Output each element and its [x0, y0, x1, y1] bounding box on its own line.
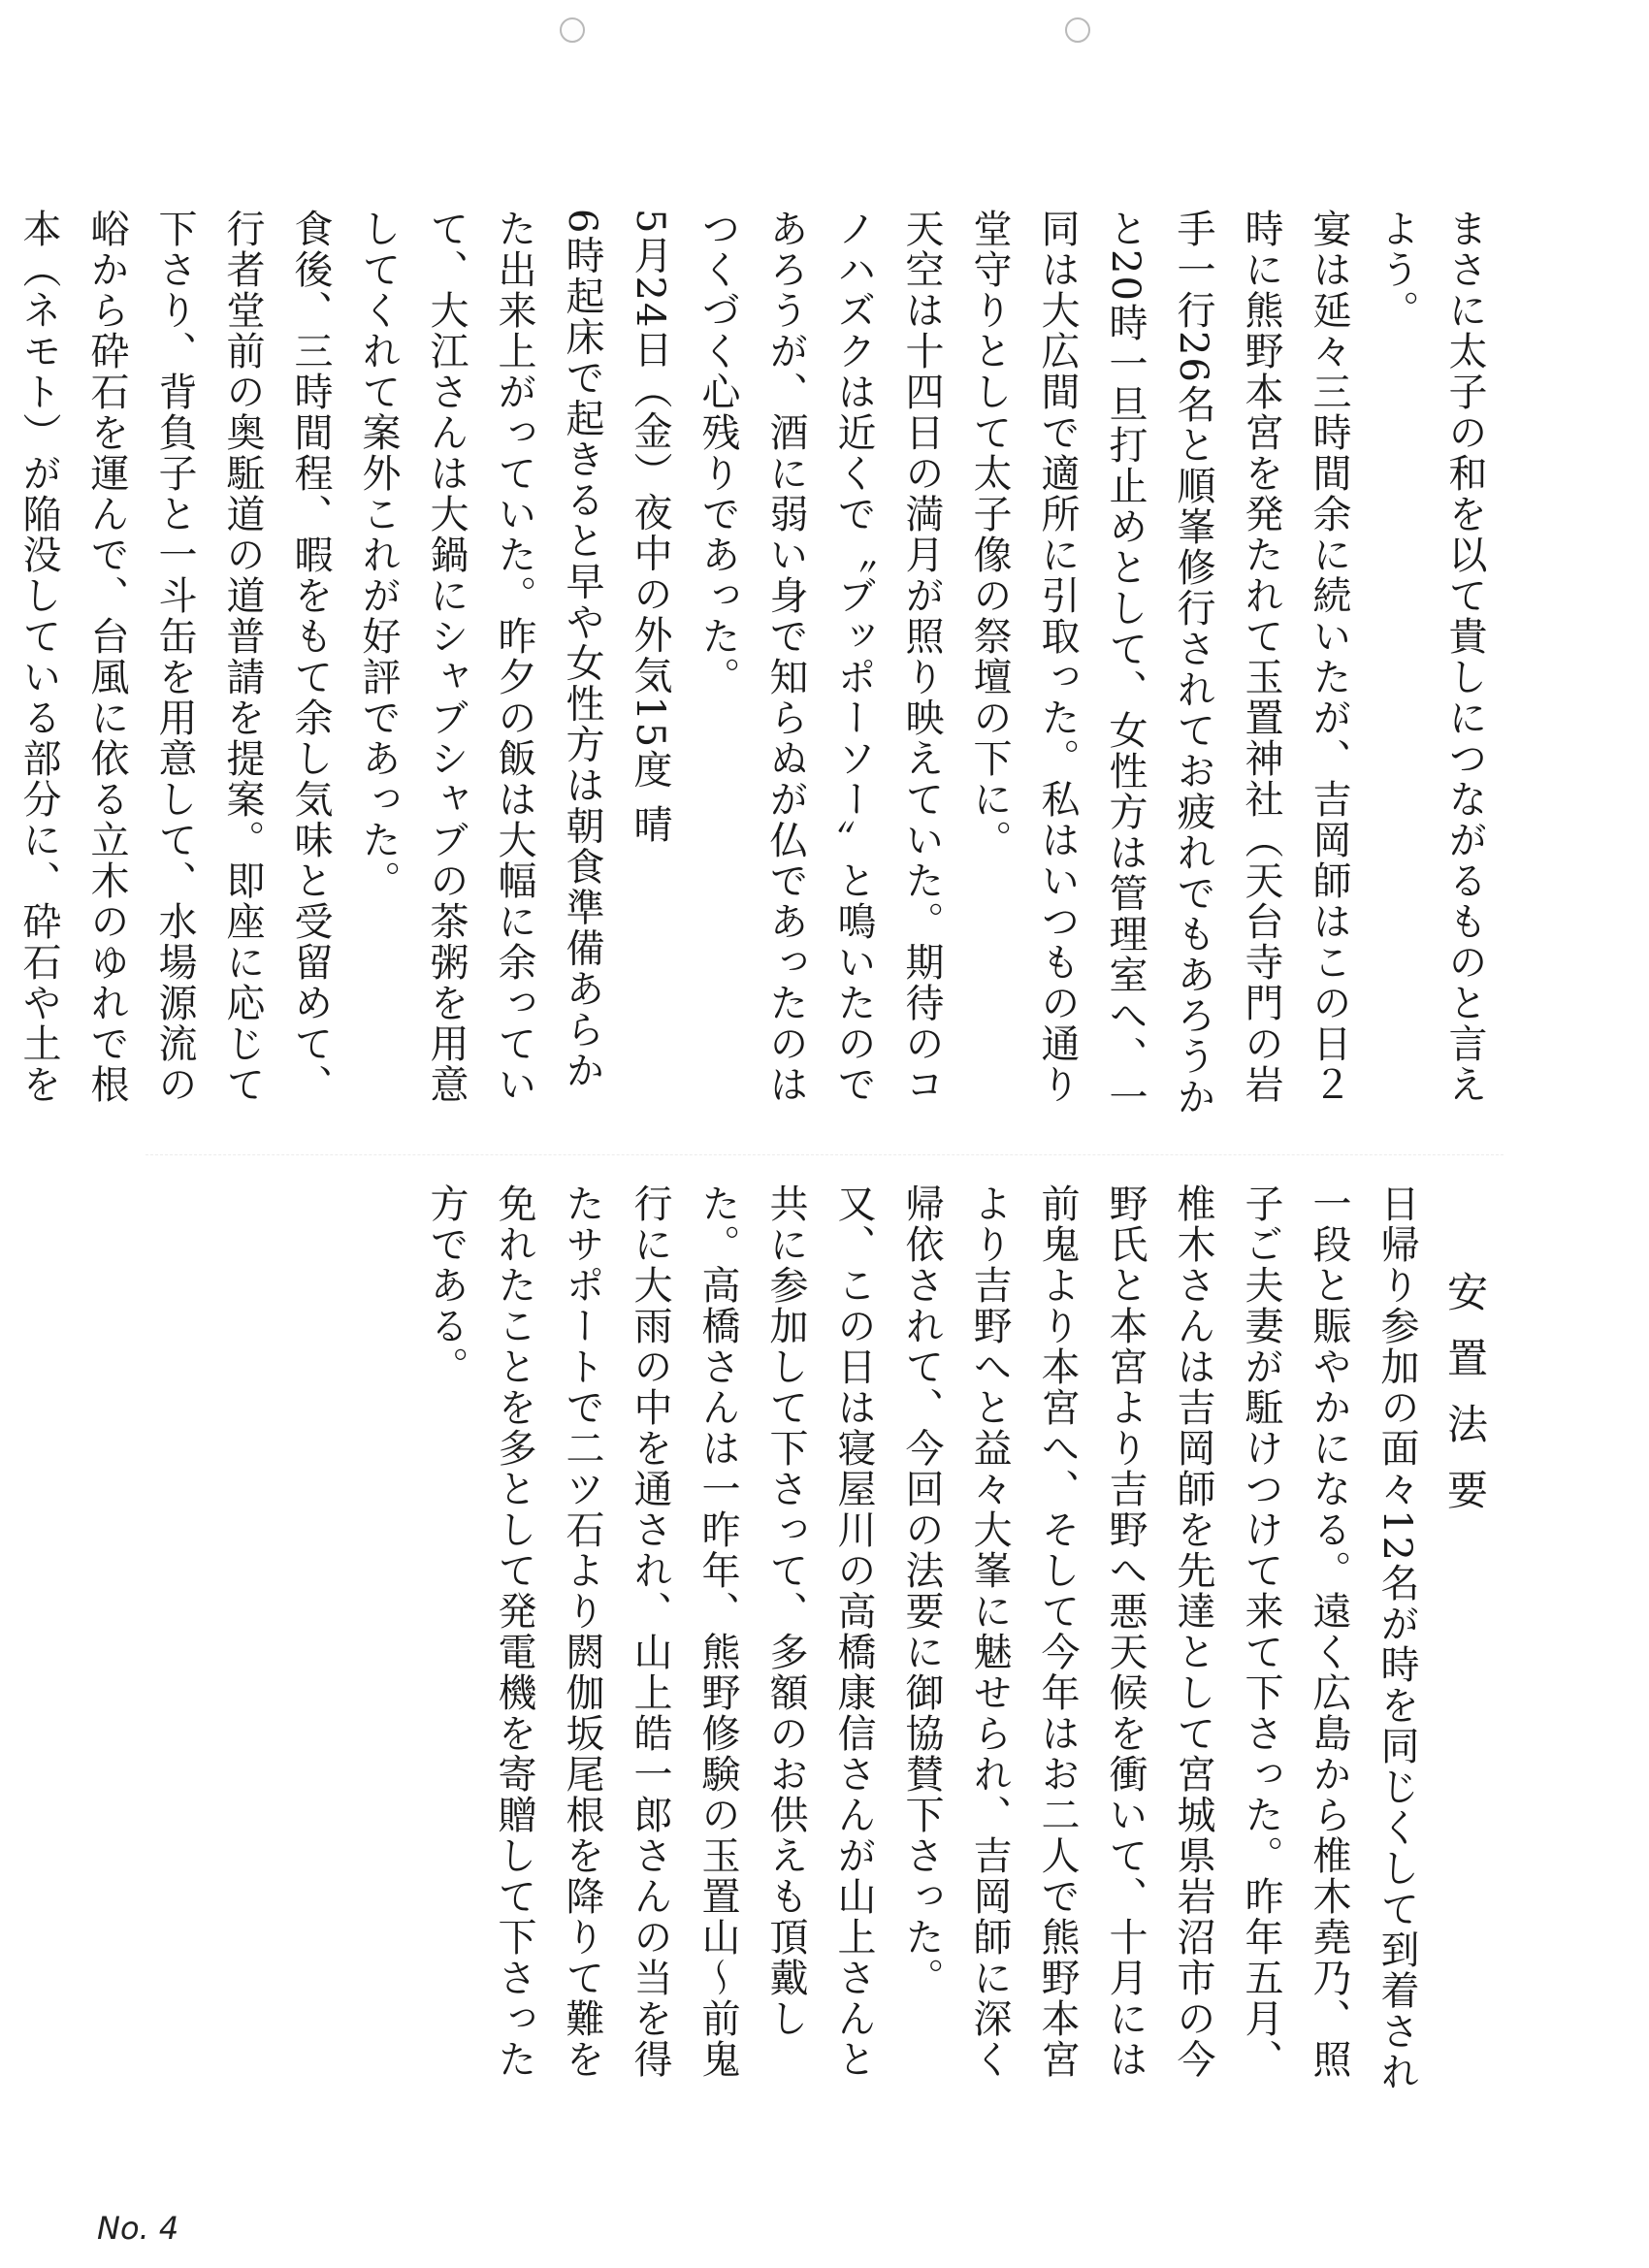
page-fold-line — [146, 1154, 1504, 1155]
bottom-text-block — [136, 1183, 1499, 2095]
paragraph: 6時起床で起きると早や女性方は朝食準備あらかた出来上がっていた。昨夕の飯は大幅に余っていて、大江さんは大鍋にシャブシャブの茶粥を用意してくれて案外これが好評であった。 — [356, 209, 604, 1105]
top-text-block — [16, 209, 1499, 1125]
binder-hole-right — [1065, 17, 1090, 43]
paragraph: 又、この日は寝屋川の高橋康信さんが山上さんと共に参加して下さって、多額のお供えも頂戴した。高橋さんは一昨年、熊野修験の玉置山〜前鬼行に大雨の中を通され、山上皓一郎さんの当を得たサポートで二ツ石より閼伽坂尾根を降りて難を免れたことを多として発電機を寄贈して下さった方である。 — [424, 1183, 876, 2080]
paragraph: 日帰り参加の面々12名が時を同じくして到着され一段と賑やかになる。遠く広島から椎木堯乃、照子ご夫妻が駈けつけて来て下さった。昨年五月、椎木さんは吉岡師を先達として宮城県岩沼市の今野氏と本宮より吉野へ悪天候を衝いて、十月には前鬼より本宮へ、そして今年はお二人で熊野本宮より吉野へと益々大峯に魅せられ、吉岡師に深く帰依されて、今回の法要に御協賛下さった。 — [899, 1183, 1419, 2092]
paragraph: 天空は十四日の満月が照り映えていた。期待のコノハズクは近くで〝ブッポーソー〟と鳴いたのであろうが、酒に弱い身で知らぬが仏であったのはつくづく心残りであった。 — [695, 209, 944, 1105]
section-heading: 安置法要 — [1441, 1271, 1489, 1535]
diary-date-line: 5月24日（金）夜中の外気15度 晴 — [628, 209, 672, 845]
paragraph: 食後、三時間程、暇をもて余し気味と受留めて、行者堂前の奥駈道の道普請を提案。即座に応じて下さり、背負子と一斗缶を用意して、水場源流の峪から砕石を運んで、台風に依る立木のゆれで根本（ネモト）が陥没している部分に、砕石や土を — [16, 209, 333, 1105]
page-number: No. 4 — [97, 2210, 179, 2247]
paragraph: まさに太子の和を以て貴しにつながるものと言えよう。 — [1374, 209, 1487, 1105]
paragraph: 宴は延々三時間余に続いたが、吉岡師はこの日２時に熊野本宮を発たれて玉置神社（天台寺門の岩手一行26名と順峯修行されてお疲れでもあろうかと20時一旦打止めとして、女性方は管理室へ、一同は大広間で適所に引取った。私はいつもの通り堂守りとして太子像の祭壇の下に。 — [967, 209, 1351, 1118]
binder-hole-left — [560, 17, 585, 43]
